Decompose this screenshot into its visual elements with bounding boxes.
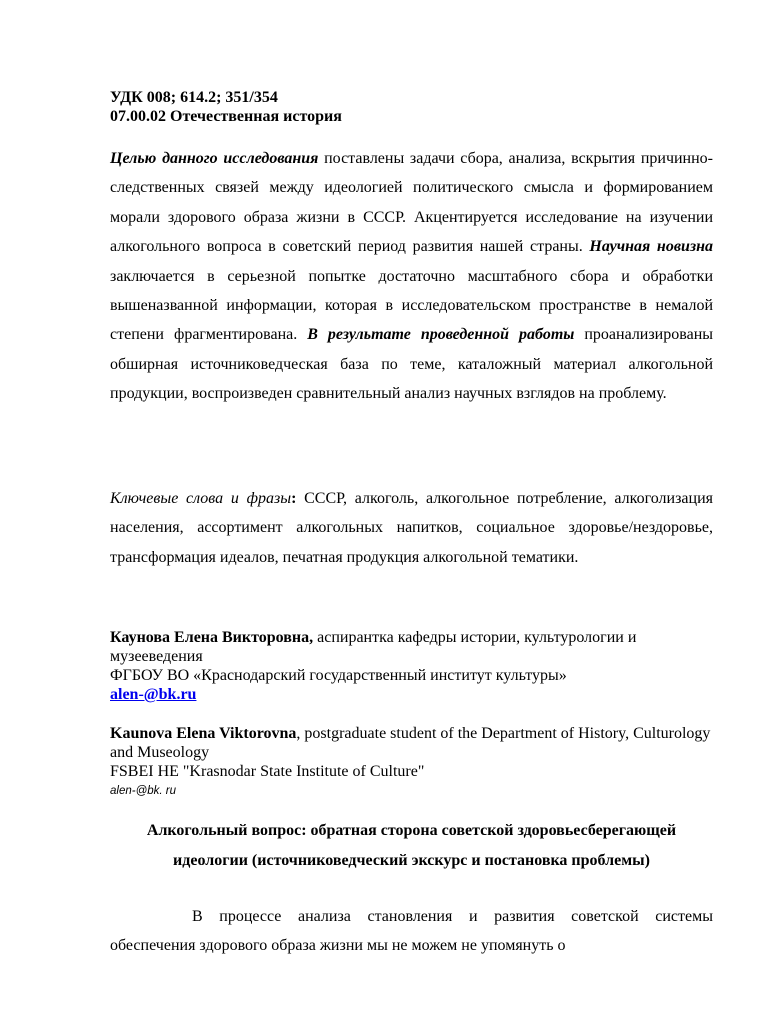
author-ru-name: Каунова Елена Викторовна, <box>110 629 314 646</box>
author-ru-org: ФГБОУ ВО «Краснодарский государственный институт культуры» <box>110 667 567 684</box>
keywords-paragraph <box>110 484 713 572</box>
author-ru-email-link[interactable]: alen-@bk.ru <box>110 686 197 703</box>
document-header <box>110 88 713 126</box>
author-en-block <box>110 724 713 781</box>
result-text: проанализированы обширная источниковедческая база по теме, каталожный материал алкогольной продукции, воспроизведен сравнительный анализ научных взглядов на проблему. <box>110 326 714 403</box>
article-title: Алкогольный вопрос: обратная сторона советской здоровьесберегающей идеологии (источниковедческий экскурс и постановка проблемы) <box>146 822 677 869</box>
author-ru-block <box>110 628 713 704</box>
author-en-position: , postgraduate student of the Department of History, Culturology and Museology <box>110 725 711 761</box>
author-en-name: Kaunova Elena Viktorovna <box>110 725 297 742</box>
goal-label: Целью данного исследования <box>110 150 319 167</box>
keywords-colon: : <box>291 490 297 507</box>
article-body: В процессе анализа становления и развития советской системы обеспечения здорового образа жизни мы не можем не упомянуть о <box>110 908 713 955</box>
udk-code: УДК 008; 614.2; 351/354 <box>110 89 278 106</box>
goal-text: поставлены задачи сбора, анализа, вскрытия причинно-следственных связей между идеологией политического смысла и формированием морали здорового образа жизни в СССР. Акцентируется исследование на изучении алкогольного вопроса в советский период развития нашей страны. <box>110 150 713 256</box>
author-en-email: alen-@bk. ru <box>110 785 177 797</box>
keywords-label: Ключевые слова и фразы <box>110 490 292 507</box>
keywords-text: СССР, алкоголь, алкогольное потребление, алкоголизация населения, ассортимент алкогольных напитков, социальное здоровье/нездоровье, трансформация идеалов, печатная продукция алкогольной тематики. <box>110 490 713 566</box>
subject-code: 07.00.02 Отечественная история <box>110 108 342 125</box>
author-en-org: FSBEI HE "Krasnodar State Institute of Culture" <box>110 763 425 780</box>
result-label: В результате проведенной работы <box>307 326 575 344</box>
abstract-paragraph <box>110 144 713 409</box>
novelty-text: заключается в серьезной попытке достаточно масштабного сбора и обработки вышеназванной информации, которая в исследовательском пространстве в немалой степени фрагментирована. <box>110 267 713 344</box>
novelty-label: Научная новизна <box>589 238 713 256</box>
author-ru-position: аспирантка кафедры истории, культурологии и музееведения <box>110 629 637 665</box>
